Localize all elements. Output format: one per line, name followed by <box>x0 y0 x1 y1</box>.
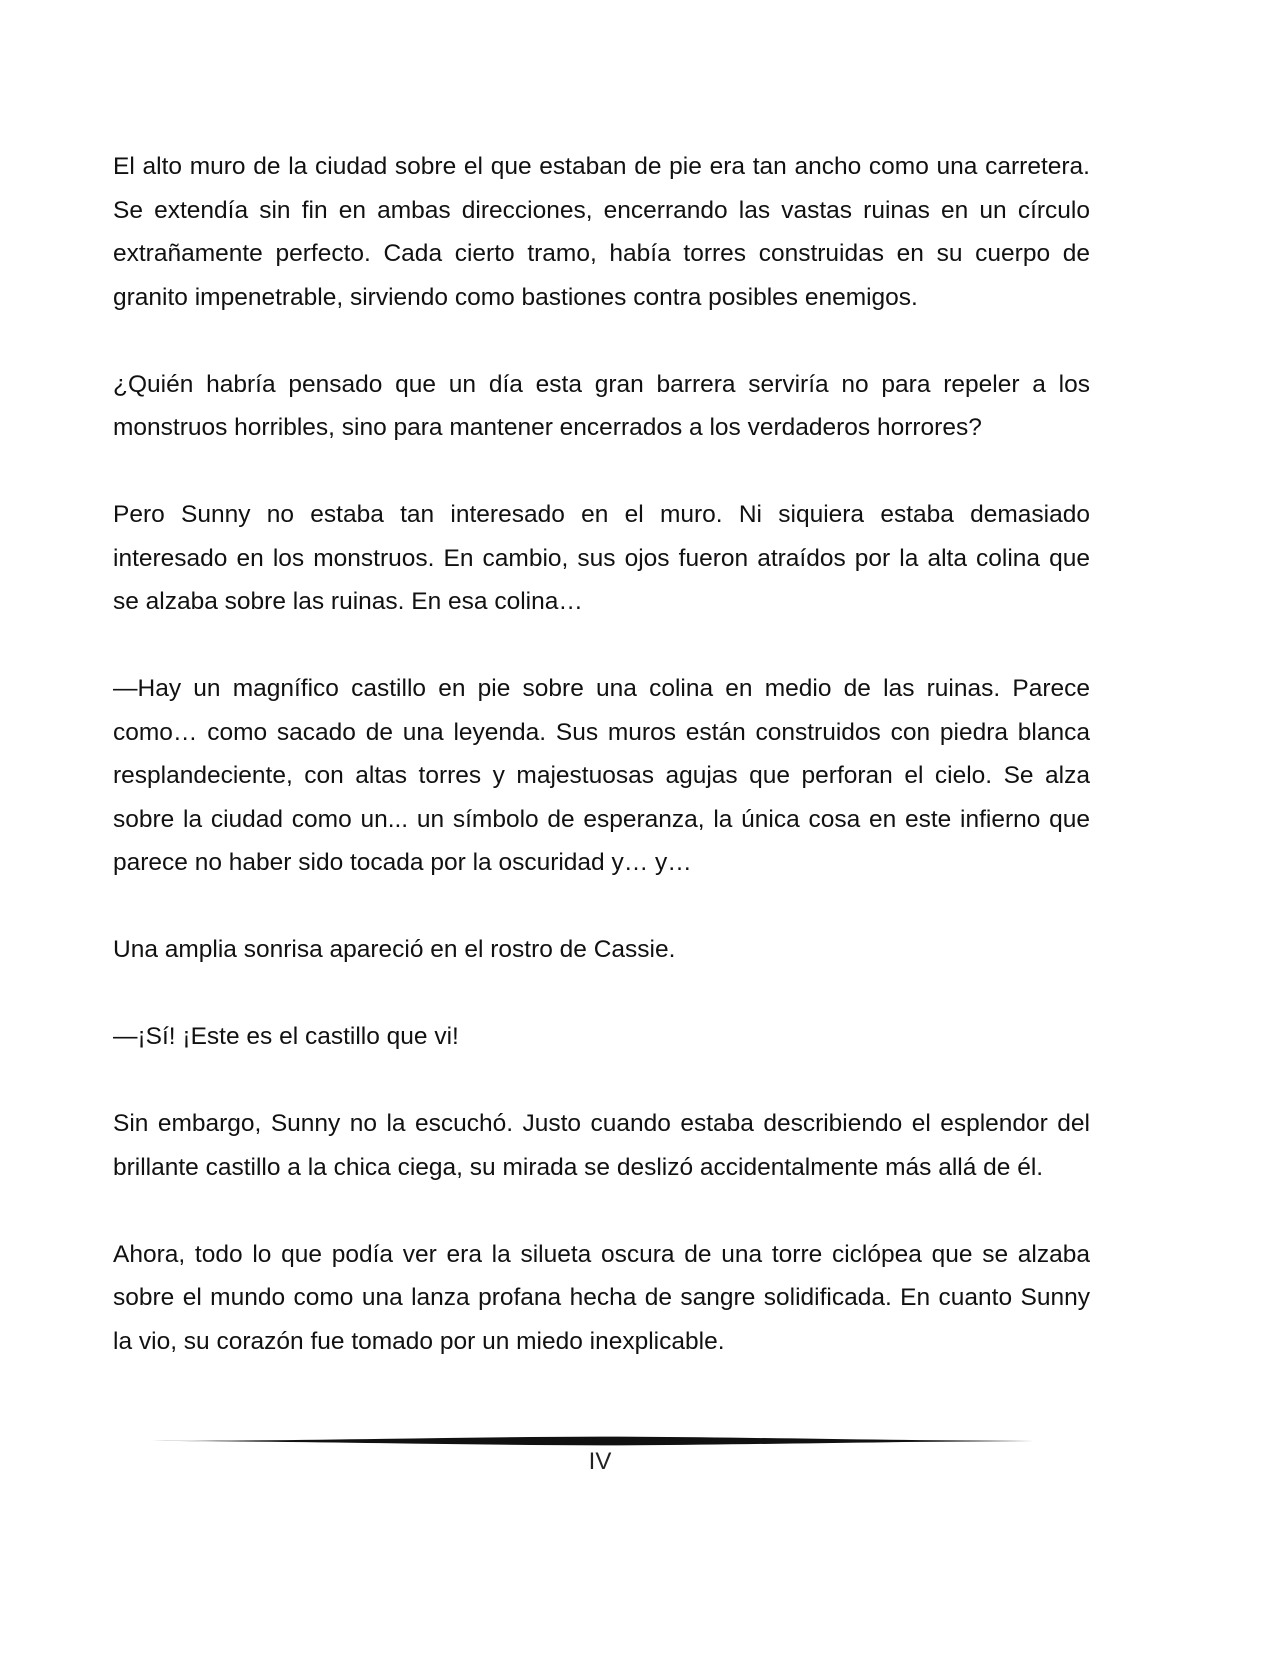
paragraph-8: Ahora, todo lo que podía ver era la silueta oscura de una torre ciclópea que se alzaba sobre el mundo como una lanza profana hecha de sangre solidificada. En cuanto Sunny la vio, su corazón fue tomado por un miedo inexplicable. <box>113 1240 1090 1355</box>
paragraph-5: Una amplia sonrisa apareció en el rostro de Cassie. <box>113 936 676 963</box>
paragraph-6: —¡Sí! ¡Este es el castillo que vi! <box>113 1023 459 1050</box>
decorative-divider <box>152 1436 1052 1446</box>
paragraph-7: Sin embargo, Sunny no la escuchó. Justo cuando estaba describiendo el esplendor del brillante castillo a la chica ciega, su mirada se deslizó accidentalmente más allá de él. <box>113 1110 1090 1181</box>
paragraph-4: —Hay un magnífico castillo en pie sobre una colina en medio de las ruinas. Parece como… como sacado de una leyenda. Sus muros están construidos con piedra blanca resplandeciente, con altas torres y majestuosas agujas que perforan el cielo. Se alza sobre la ciudad como un... un símbolo de esperanza, la única cosa en este infierno que parece no haber sido tocada por la oscuridad y… y… <box>113 675 1090 876</box>
paragraph-2: ¿Quién habría pensado que un día esta gran barrera serviría no para repeler a los monstruos horribles, sino para mantener encerrados a los verdaderos horrores? <box>113 370 1090 441</box>
body-text <box>113 145 1090 1363</box>
paragraph-3: Pero Sunny no estaba tan interesado en el muro. Ni siquiera estaba demasiado interesado en los monstruos. En cambio, sus ojos fueron atraídos por la alta colina que se alzaba sobre las ruinas. En esa colina… <box>113 501 1090 615</box>
page-number: IV <box>588 1448 612 1475</box>
paragraph-1: El alto muro de la ciudad sobre el que estaban de pie era tan ancho como una carretera. Se extendía sin fin en ambas direcciones, encerrando las vastas ruinas en un círculo extrañamente perfecto. Cada cierto tramo, había torres construidas en su cuerpo de granito impenetrable, sirviendo como bastiones contra posibles enemigos. <box>113 153 1090 311</box>
